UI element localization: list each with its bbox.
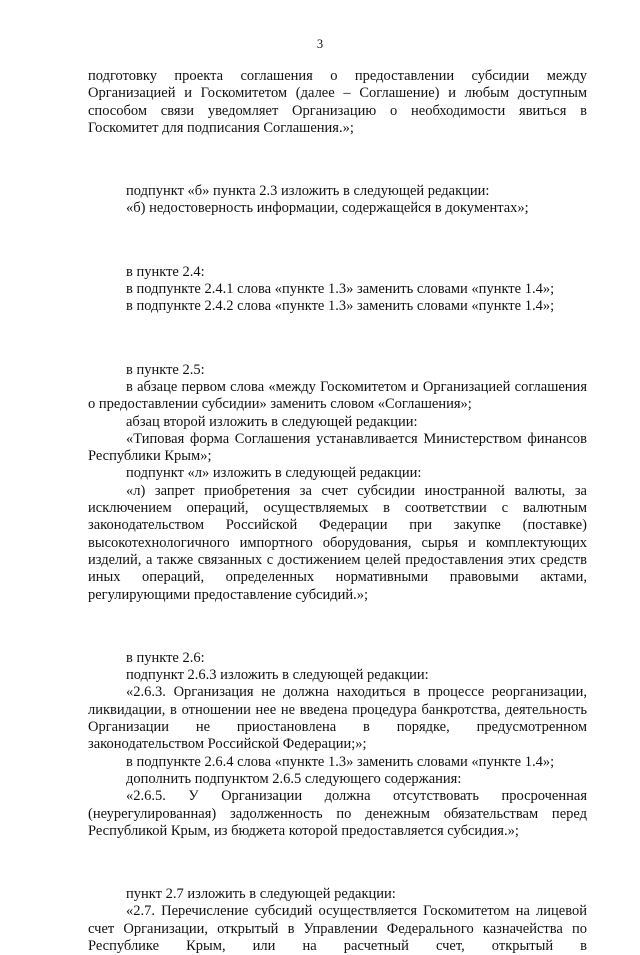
- document-body: [88, 68, 587, 955]
- paragraph: подпункт 2.6.3 изложить в следующей редакции:: [126, 667, 429, 684]
- paragraph: в пункте 2.5:: [126, 361, 205, 378]
- paragraph: в пункте 2.4:: [126, 263, 205, 280]
- paragraph: в подпункте 2.4.1 слова «пункте 1.3» заменить словами «пункте 1.4»;: [126, 281, 555, 298]
- paragraph: «2.6.5. У Организации должна отсутствовать просроченная (неурегулированная) задолженность по денежным обязательствам перед Республикой Крым, из бюджета которой предоставляется субсидия.»;: [88, 788, 587, 839]
- paragraph-spacer: [88, 330, 587, 347]
- paragraph-spacer: [88, 152, 587, 169]
- paragraph-spacer: [88, 855, 587, 872]
- page-number: 3: [316, 37, 324, 51]
- paragraph: подпункт «л» изложить в следующей редакции:: [126, 465, 422, 482]
- paragraph: «2.7. Перечисление субсидий осуществляется Госкомитетом на лицевой счет Организации, открытый в Управлении Федерального казначейства по Республике Крым, или на расчетный счет, открытый в: [88, 903, 587, 954]
- paragraph: «л) запрет приобретения за счет субсидии иностранной валюты, за исключением операций, осуществляемых в соответствии с валютным законодательством Российской Федерации при закупке (поставке) высокотехнологичного импортного оборудования, сырья и комплектующих изделий, а также связанных с достижением целей предоставления этих средств иных операций, определенных нормативными правовыми актами, регулирующими предоставление субсидий.»;: [88, 482, 587, 603]
- paragraph: дополнить подпунктом 2.6.5 следующего содержания:: [126, 770, 462, 787]
- paragraph: пункт 2.7 изложить в следующей редакции:: [126, 886, 396, 903]
- paragraph: в подпункте 2.4.2 слова «пункте 1.3» заменить словами «пункте 1.4»;: [126, 298, 555, 315]
- paragraph: в абзаце первом слова «между Госкомитетом и Организацией соглашения о предоставлении субсидии» заменить словом «Соглашения»;: [88, 378, 587, 413]
- paragraph-spacer: [88, 232, 587, 249]
- paragraph: «Типовая форма Соглашения устанавливается Министерством финансов Республики Крым»;: [88, 430, 587, 465]
- paragraph: подготовку проекта соглашения о предоставлении субсидии между Организацией и Госкомитетом (далее – Соглашение) и любым доступным способом связи уведомляет Организацию о необходимости явиться в Госкомитет для подписания Соглашения.»;: [88, 68, 587, 136]
- paragraph-spacer: [88, 618, 587, 635]
- paragraph: абзац второй изложить в следующей редакции:: [126, 413, 418, 430]
- paragraph: в пункте 2.6:: [126, 649, 205, 666]
- paragraph: «2.6.3. Организация не должна находиться в процессе реорганизации, ликвидации, в отношении нее не введена процедура банкротства, деятельность Организации не приостановлена в порядке, предусмотренном законодательством Российской Федерации;»;: [88, 684, 587, 753]
- paragraph: подпункт «б» пункта 2.3 изложить в следующей редакции:: [126, 183, 490, 200]
- paragraph: «б) недостоверность информации, содержащейся в документах»;: [126, 200, 529, 217]
- paragraph: в подпункте 2.6.4 слова «пункте 1.3» заменить словами «пункте 1.4»;: [126, 753, 555, 770]
